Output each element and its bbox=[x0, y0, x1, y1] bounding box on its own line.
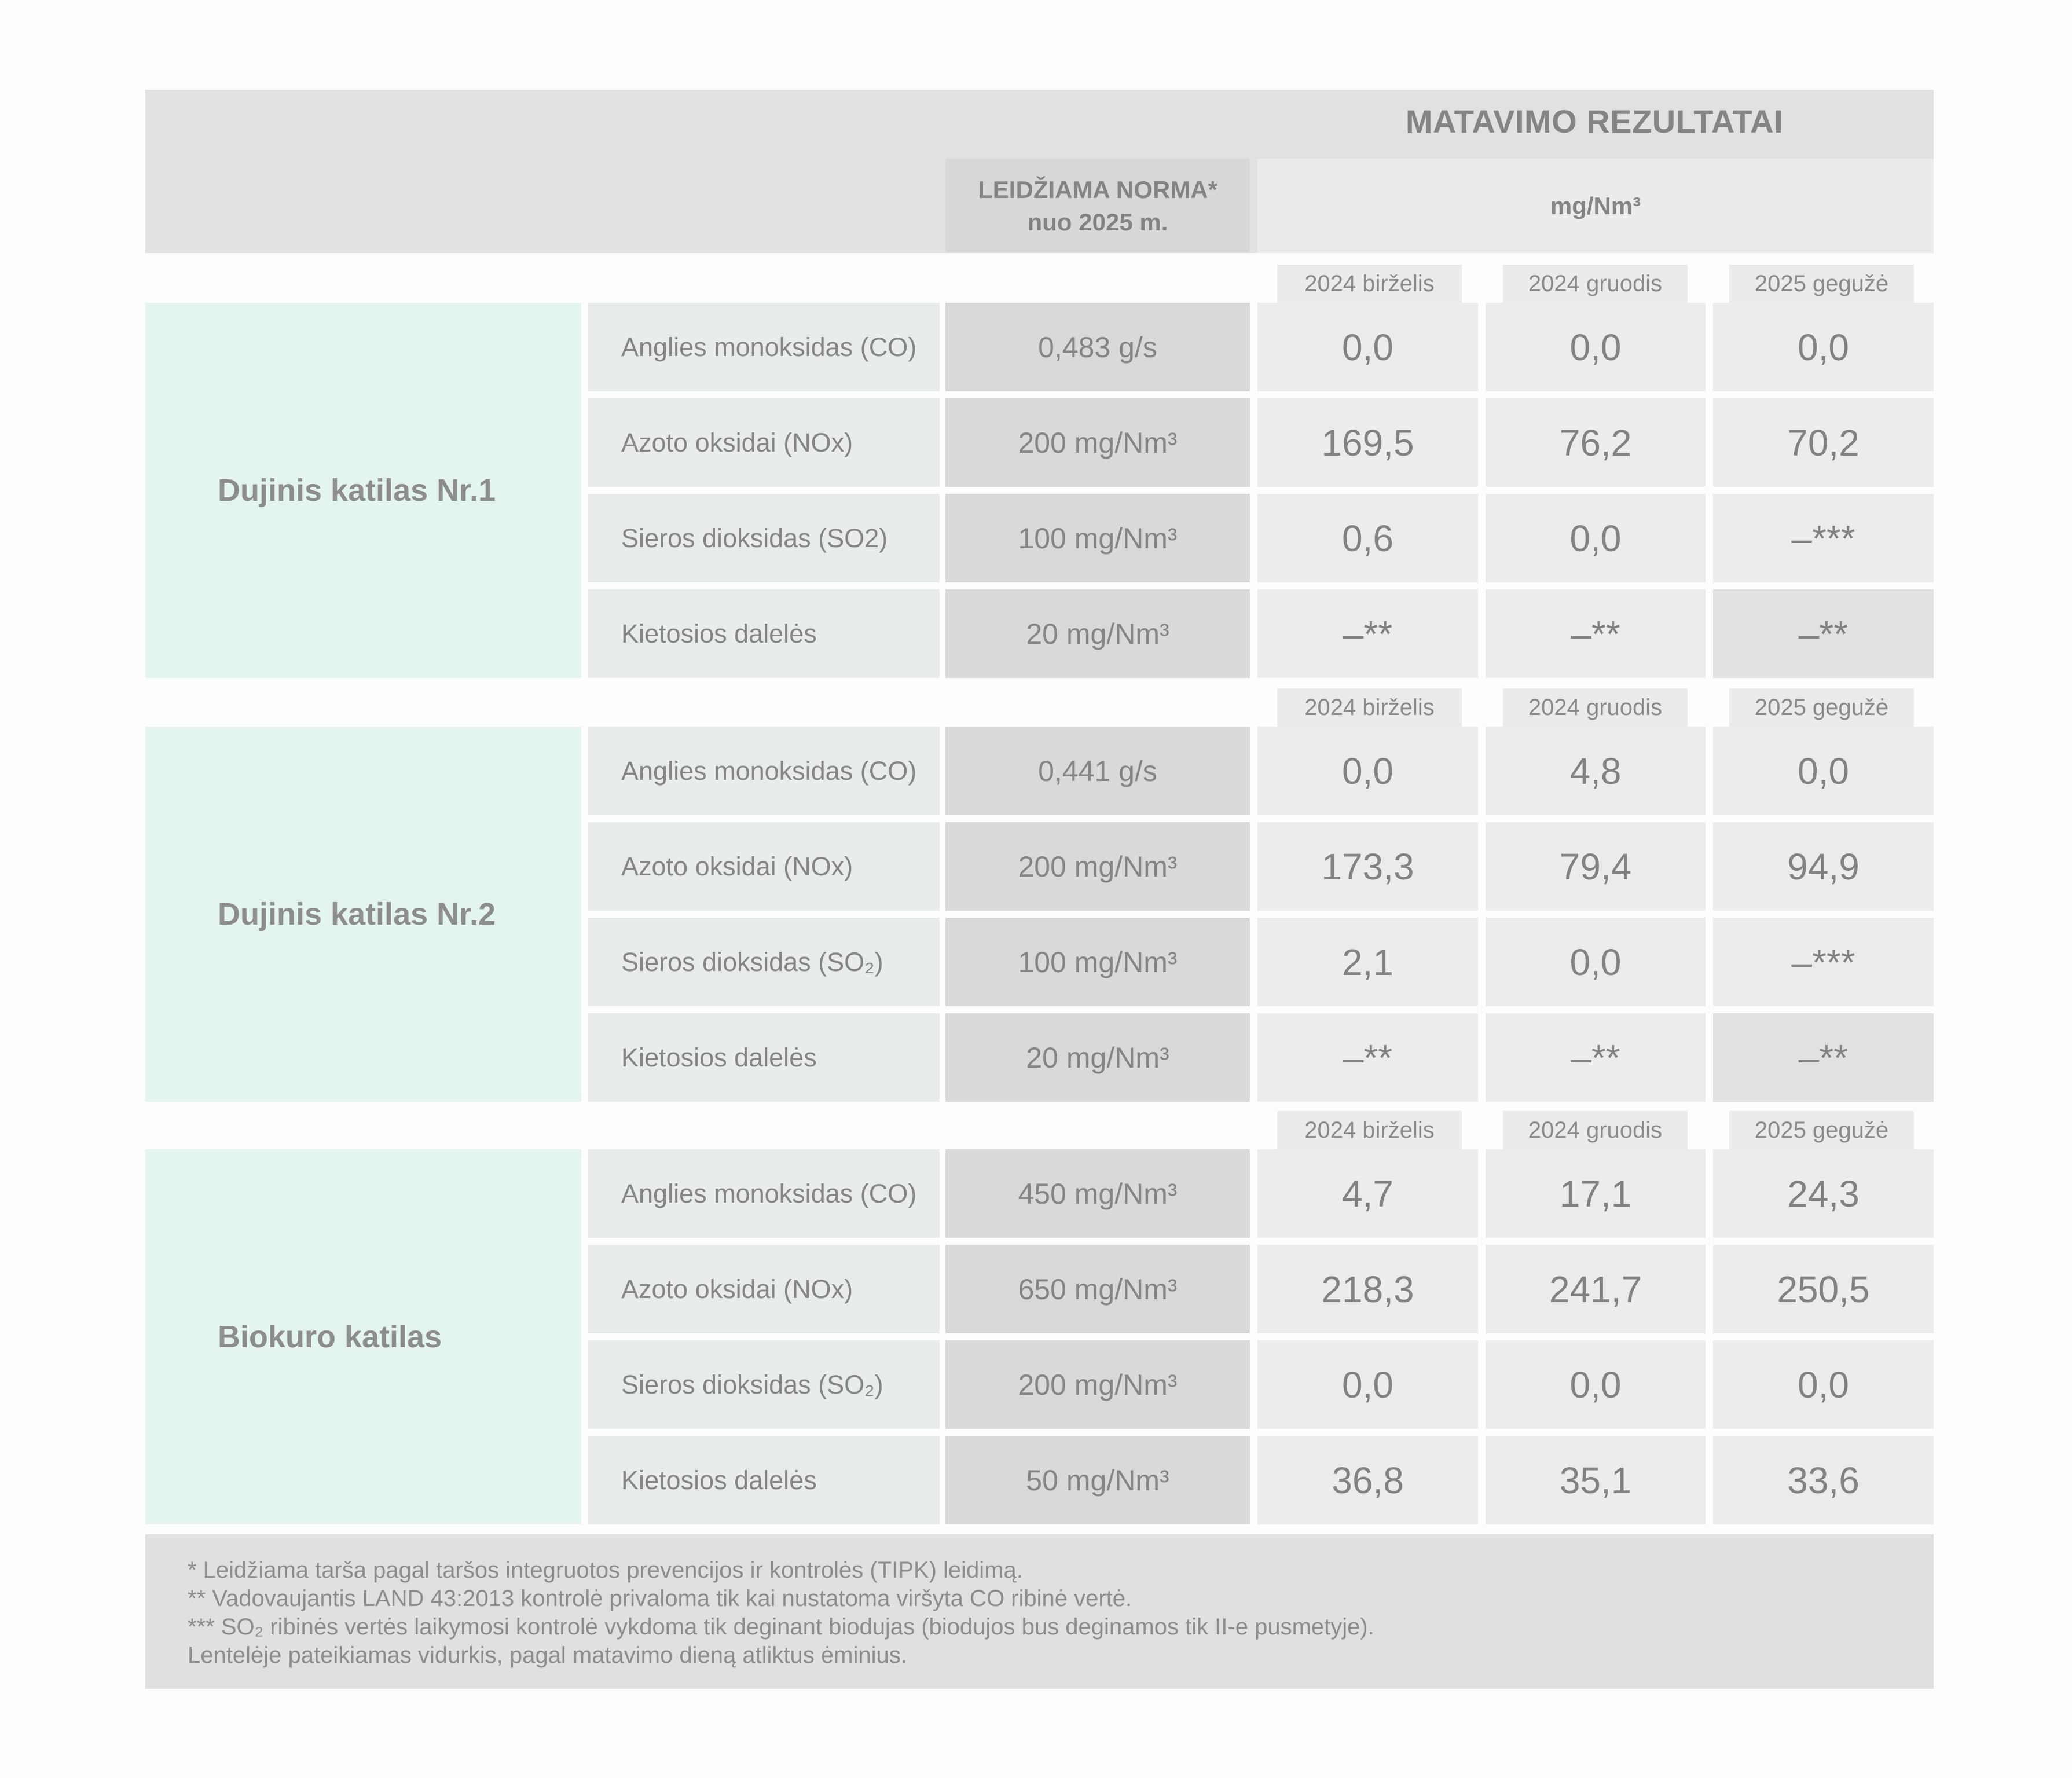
measurement-value: 94,9 bbox=[1713, 822, 1934, 911]
measurement-value: –*** bbox=[1713, 494, 1934, 582]
date-label: 2025 gegužė bbox=[1729, 688, 1914, 727]
measurement-value: –** bbox=[1486, 589, 1706, 678]
measurement-value: 0,0 bbox=[1713, 303, 1934, 391]
measurement-value: 0,0 bbox=[1257, 303, 1478, 391]
measurement-value: 76,2 bbox=[1486, 398, 1706, 487]
measurement-value: 0,0 bbox=[1486, 918, 1706, 1006]
measurement-value: 36,8 bbox=[1257, 1436, 1478, 1524]
footnote-3: *** SO₂ ribinės vertės laikymosi kontrolė vykdoma tik deginant biodujas (biodujos bus deginamos tik II-e pusmetyje). bbox=[188, 1614, 1374, 1640]
measurement-value: 173,3 bbox=[1257, 822, 1478, 911]
parameter-name: Kietosios dalelės bbox=[588, 1436, 940, 1524]
norm-value: 20 mg/Nm³ bbox=[945, 1013, 1250, 1102]
measurement-value: 241,7 bbox=[1486, 1245, 1706, 1333]
unit-column-header: mg/Nm³ bbox=[1257, 159, 1934, 253]
norm-value: 200 mg/Nm³ bbox=[945, 398, 1250, 487]
measurement-value: 0,0 bbox=[1486, 303, 1706, 391]
norm-value: 200 mg/Nm³ bbox=[945, 822, 1250, 911]
measurement-value: –** bbox=[1486, 1013, 1706, 1102]
table-title: MATAVIMO REZULTATAI bbox=[1405, 102, 1784, 140]
measurement-value: 218,3 bbox=[1257, 1245, 1478, 1333]
norm-column-header bbox=[945, 159, 1250, 253]
footnotes bbox=[145, 1534, 1934, 1689]
parameter-name: Azoto oksidai (NOx) bbox=[588, 398, 940, 487]
date-label: 2025 gegužė bbox=[1729, 265, 1914, 303]
measurement-value: –** bbox=[1257, 589, 1478, 678]
measurement-value: 0,0 bbox=[1257, 727, 1478, 815]
parameter-name: Sieros dioksidas (SO₂) bbox=[588, 918, 940, 1006]
measurement-value: 70,2 bbox=[1713, 398, 1934, 487]
parameter-name: Azoto oksidai (NOx) bbox=[588, 1245, 940, 1333]
measurement-value: –** bbox=[1257, 1013, 1478, 1102]
parameter-name: Sieros dioksidas (SO2) bbox=[588, 494, 940, 582]
norm-value: 0,483 g/s bbox=[945, 303, 1250, 391]
date-label: 2024 gruodis bbox=[1503, 1111, 1688, 1149]
norm-value: 0,441 g/s bbox=[945, 727, 1250, 815]
group-label: Biokuro katilas bbox=[145, 1149, 581, 1524]
measurement-value: 0,6 bbox=[1257, 494, 1478, 582]
date-label: 2024 gruodis bbox=[1503, 688, 1688, 727]
measurement-value: 4,7 bbox=[1257, 1149, 1478, 1238]
date-label: 2024 birželis bbox=[1277, 688, 1462, 727]
footnote-2: ** Vadovaujantis LAND 43:2013 kontrolė privaloma tik kai nustatoma viršyta CO ribinė vertė. bbox=[188, 1586, 1132, 1611]
norm-value: 450 mg/Nm³ bbox=[945, 1149, 1250, 1238]
norm-value: 20 mg/Nm³ bbox=[945, 589, 1250, 678]
norm-value: 100 mg/Nm³ bbox=[945, 918, 1250, 1006]
parameter-name: Azoto oksidai (NOx) bbox=[588, 822, 940, 911]
measurement-value: 250,5 bbox=[1713, 1245, 1934, 1333]
measurement-value: 0,0 bbox=[1713, 1340, 1934, 1429]
measurement-value: 24,3 bbox=[1713, 1149, 1934, 1238]
measurement-value: 4,8 bbox=[1486, 727, 1706, 815]
measurement-value: –*** bbox=[1713, 918, 1934, 1006]
measurement-value: 79,4 bbox=[1486, 822, 1706, 911]
parameter-name: Kietosios dalelės bbox=[588, 1013, 940, 1102]
measurement-value: –** bbox=[1713, 589, 1934, 678]
parameter-name: Sieros dioksidas (SO₂) bbox=[588, 1340, 940, 1429]
measurement-value: 169,5 bbox=[1257, 398, 1478, 487]
measurement-value: 33,6 bbox=[1713, 1436, 1934, 1524]
measurement-value: 0,0 bbox=[1486, 494, 1706, 582]
group-label: Dujinis katilas Nr.1 bbox=[145, 303, 581, 678]
footnote-4: Lentelėje pateikiamas vidurkis, pagal matavimo dieną atliktus ėminius. bbox=[188, 1643, 907, 1668]
date-label: 2024 birželis bbox=[1277, 1111, 1462, 1149]
date-label: 2024 gruodis bbox=[1503, 265, 1688, 303]
date-label: 2025 gegužė bbox=[1729, 1111, 1914, 1149]
parameter-name: Anglies monoksidas (CO) bbox=[588, 303, 940, 391]
measurement-value: 0,0 bbox=[1486, 1340, 1706, 1429]
measurement-value: 0,0 bbox=[1713, 727, 1934, 815]
parameter-name: Anglies monoksidas (CO) bbox=[588, 1149, 940, 1238]
measurement-value: 0,0 bbox=[1257, 1340, 1478, 1429]
measurement-value: –** bbox=[1713, 1013, 1934, 1102]
norm-value: 50 mg/Nm³ bbox=[945, 1436, 1250, 1524]
group-label: Dujinis katilas Nr.2 bbox=[145, 727, 581, 1102]
parameter-name: Anglies monoksidas (CO) bbox=[588, 727, 940, 815]
norm-value: 650 mg/Nm³ bbox=[945, 1245, 1250, 1333]
norm-value: 100 mg/Nm³ bbox=[945, 494, 1250, 582]
date-label: 2024 birželis bbox=[1277, 265, 1462, 303]
norm-header-line2: nuo 2025 m. bbox=[1027, 208, 1168, 236]
norm-header-line1: LEIDŽIAMA NORMA* bbox=[978, 175, 1217, 203]
footnote-1: * Leidžiama tarša pagal taršos integruotos prevencijos ir kontrolės (TIPK) leidimą. bbox=[188, 1557, 1023, 1583]
measurement-value: 35,1 bbox=[1486, 1436, 1706, 1524]
measurement-value: 2,1 bbox=[1257, 918, 1478, 1006]
parameter-name: Kietosios dalelės bbox=[588, 589, 940, 678]
norm-value: 200 mg/Nm³ bbox=[945, 1340, 1250, 1429]
measurement-value: 17,1 bbox=[1486, 1149, 1706, 1238]
